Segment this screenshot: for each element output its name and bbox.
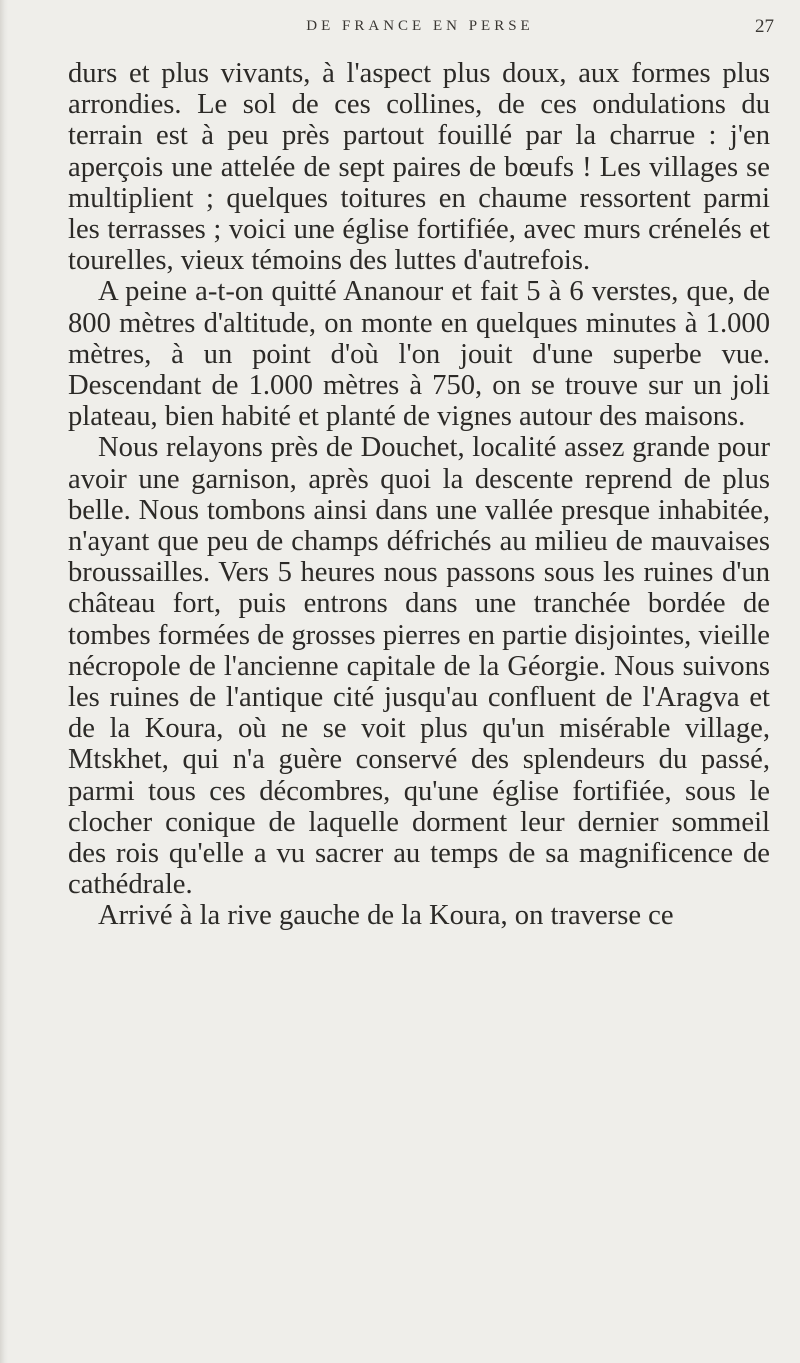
body-text [68, 58, 770, 932]
paragraph-4: Arrivé à la rive gauche de la Koura, on traverse ce [98, 900, 674, 932]
paragraph-3: Nous relayons près de Douchet, localité assez grande pour avoir une garnison, après quoi la descente reprend de plus belle. Nous tombons ainsi dans une vallée presque inhabitée, n'ayant que peu de champs défrichés au milieu de mauvaises broussailles. Vers 5 heures nous passons sous les ruines d'un château fort, puis entrons dans une tranchée bordée de tombes formées de grosses pierres en partie disjointes, vieille nécropole de l'ancienne capitale de la Géorgie. Nous suivons les ruines de l'antique cité jusqu'au confluent de l'Aragva et de la Koura, où ne se voit plus qu'un misérable village, Mtskhet, qui n'a guère conservé des splendeurs du passé, parmi tous ces décombres, qu'une église fortifiée, sous le clocher conique de laquelle dorment leur dernier sommeil des rois qu'elle a vu sacrer au temps de sa magnificence de cathédrale. [68, 432, 770, 901]
page-edge [0, 0, 8, 1363]
running-head [60, 10, 780, 50]
page-number: 27 [755, 16, 774, 37]
paragraph-2: A peine a-t-on quitté Ananour et fait 5 à 6 verstes, que, de 800 mètres d'altitude, on monte en quelques minutes à 1.000 mètres, à un point d'où l'on jouit d'une superbe vue. Descendant de 1.000 mètres à 750, on se trouve sur un joli plateau, bien habité et planté de vignes autour des maisons. [68, 276, 770, 433]
paragraph-1: durs et plus vivants, à l'aspect plus doux, aux formes plus arrondies. Le sol de ces collines, de ces ondulations du terrain est à peu près partout fouillé par la charrue : j'en aperçois une attelée de sept paires de bœufs ! Les villages se multiplient ; quelques toitures en chaume ressortent parmi les terrasses ; voici une église fortifiée, avec murs crénelés et tourelles, vieux témoins des luttes d'autrefois. [68, 58, 770, 277]
running-title: DE FRANCE EN PERSE [306, 18, 534, 34]
